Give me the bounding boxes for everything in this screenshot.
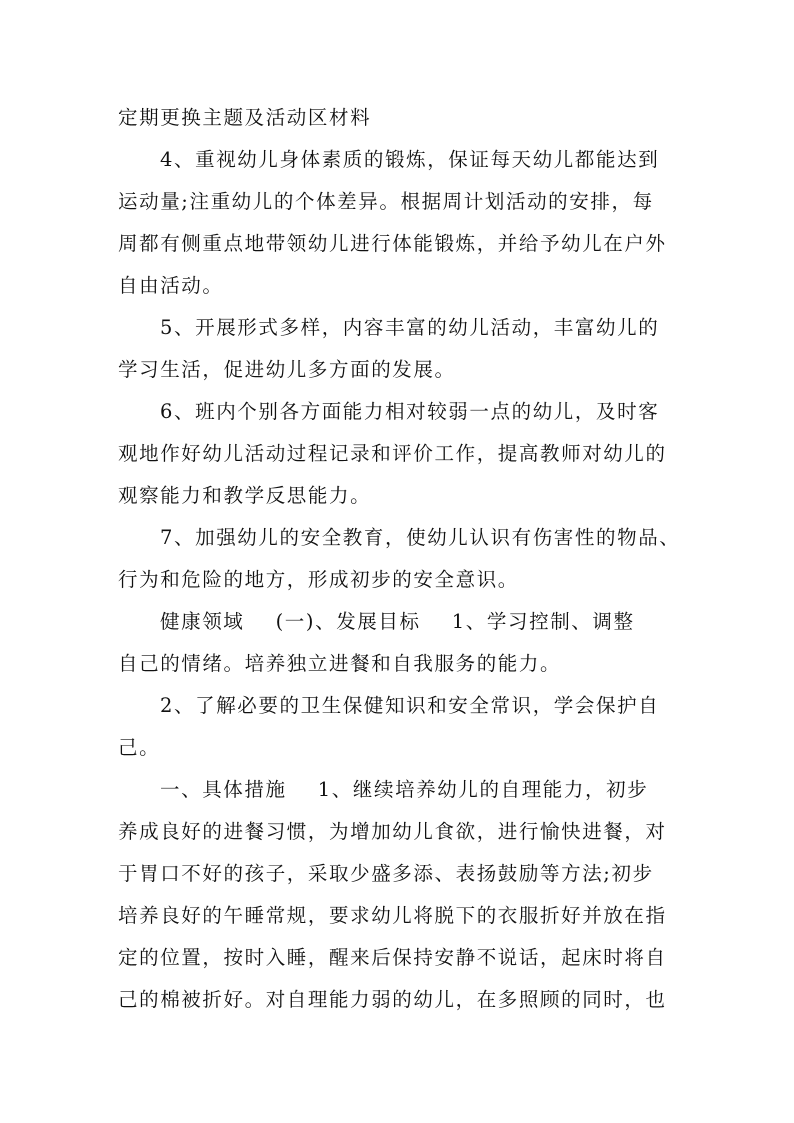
text-line: 己。 — [118, 736, 161, 759]
text-line: 培养良好的午睡常规，要求幼儿将脱下的衣服折好并放在指 — [118, 904, 667, 927]
text-line: 自己的情绪。培养独立进餐和自我服务的能力。 — [118, 652, 562, 675]
text-line: 自由活动。 — [118, 274, 224, 297]
text-line: 学习生活，促进幼儿多方面的发展。 — [118, 358, 456, 381]
text-line: 健康领域 (一)、发展目标 1、学习控制、调整 — [160, 610, 635, 633]
text-line: 运动量;注重幼儿的个体差异。根据周计划活动的安排，每 — [118, 190, 654, 213]
text-line: 2、了解必要的卫生保健知识和安全常识，学会保护自 — [160, 694, 660, 717]
text-line: 定的位置，按时入睡，醒来后保持安静不说话，起床时将自 — [118, 946, 667, 969]
text-line: 一、具体措施 1、继续培养幼儿的自理能力，初步 — [160, 778, 649, 801]
text-line: 己的棉被折好。对自理能力弱的幼儿，在多照顾的同时，也 — [118, 988, 667, 1011]
text-line: 4、重视幼儿身体素质的锻炼，保证每天幼儿都能达到 — [160, 148, 660, 171]
text-line: 于胃口不好的孩子，采取少盛多添、表扬鼓励等方法;初步 — [118, 862, 654, 885]
text-line: 定期更换主题及活动区材料 — [118, 106, 372, 129]
text-line: 观察能力和教学反思能力。 — [118, 484, 372, 507]
text-line: 周都有侧重点地带领幼儿进行体能锻炼，并给予幼儿在户外 — [118, 232, 667, 255]
text-line: 观地作好幼儿活动过程记录和评价工作，提高教师对幼儿的 — [118, 442, 667, 465]
text-line: 行为和危险的地方，形成初步的安全意识。 — [118, 568, 519, 591]
text-line: 6、班内个别各方面能力相对较弱一点的幼儿，及时客 — [160, 400, 660, 423]
text-line: 7、加强幼儿的安全教育，使幼儿认识有伤害性的物品、 — [160, 526, 681, 549]
text-line: 5、开展形式多样，内容丰富的幼儿活动，丰富幼儿的 — [160, 316, 660, 339]
text-line: 养成良好的进餐习惯，为增加幼儿食欲，进行愉快进餐，对 — [118, 820, 667, 843]
